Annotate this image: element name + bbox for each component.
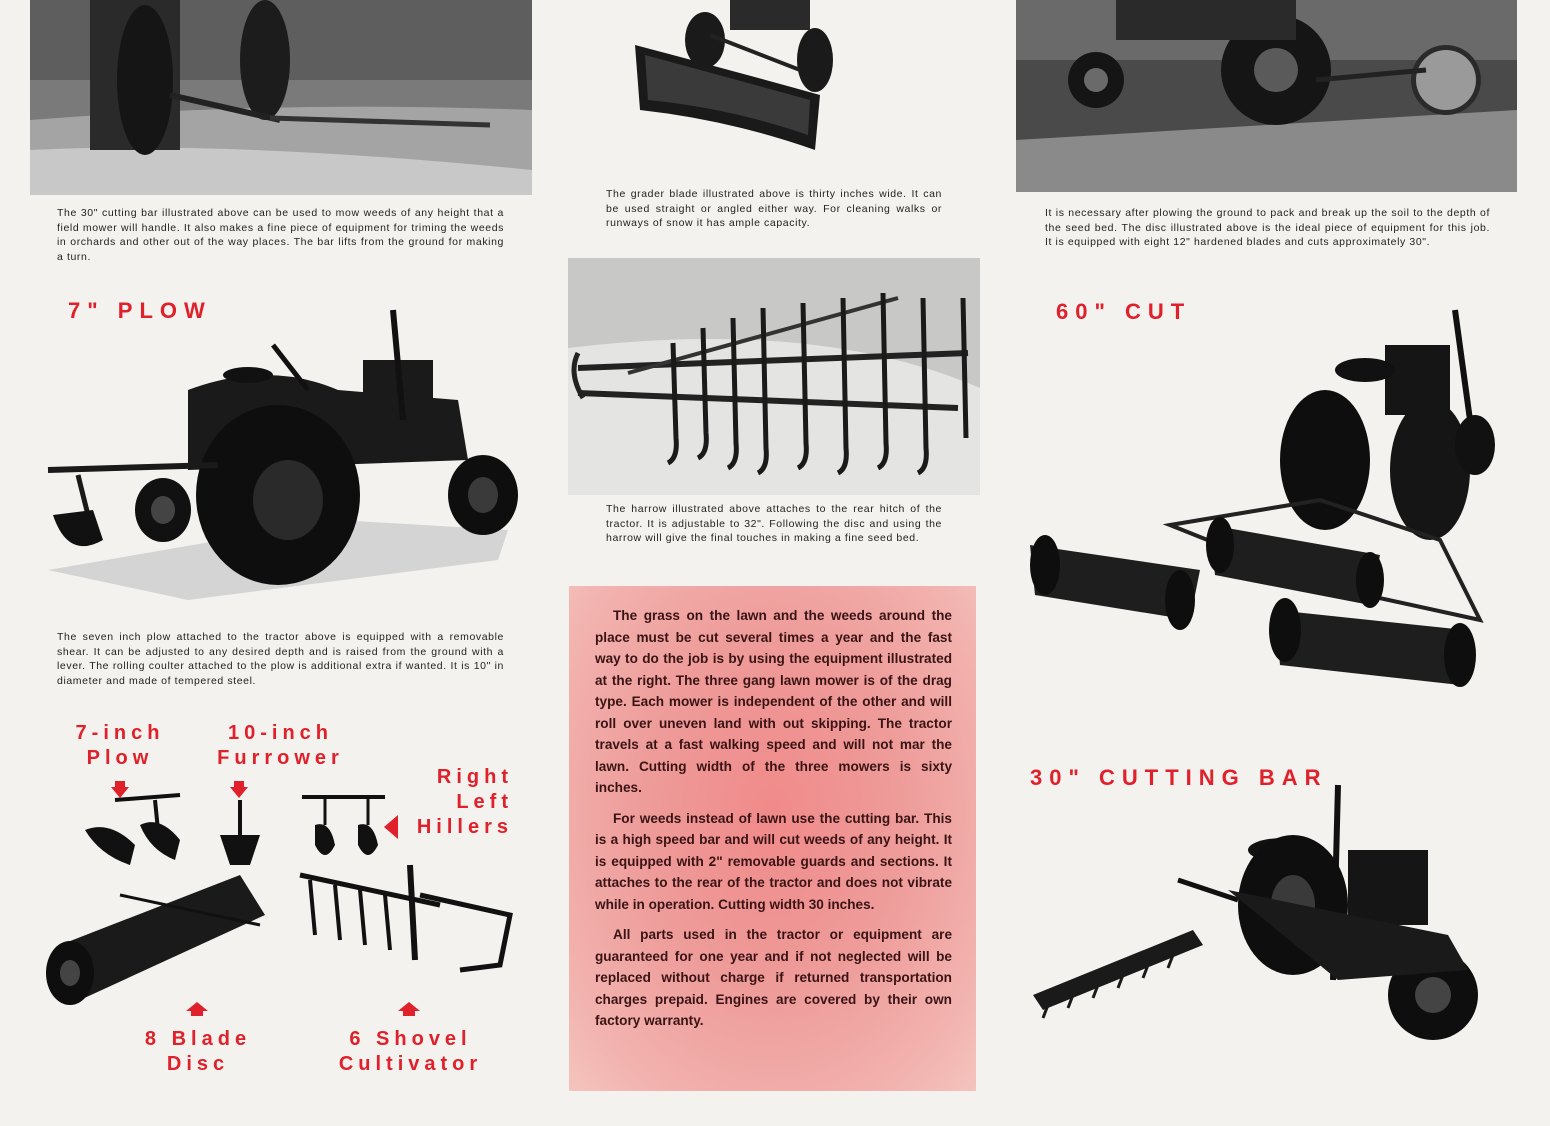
plow-label-line2: Plow xyxy=(86,747,154,769)
body-paragraph-1: The grass on the lawn and the weeds around the place must be cut several times a year and the fast way to do the job is by using the equipment illustrated at the right. The three gang lawn mower is of the drag type. Each mower is independent of the other and will roll over uneven land with out skipping. The tractor travels at a fast walking speed and will not mar the lawn. Cutting width of the three mowers is sixty inches. xyxy=(595,608,952,795)
body-text xyxy=(595,605,952,1041)
disc-label-line2: Disc xyxy=(166,1053,230,1075)
cutting-bar-field-photo xyxy=(30,0,532,195)
body-paragraph-2: For weeds instead of lawn use the cutting bar. This is a high speed bar and will cut weeds of any height. It is equipped with 2" removable guards and sections. It attaches to the rear of the tractor and does not vibrate while in operation. Cutting width 30 inches. xyxy=(595,810,952,912)
disc-label-line1: 8 Blade xyxy=(144,1028,252,1050)
plow-heading: 7" PLOW xyxy=(68,298,212,323)
implements-photo xyxy=(40,785,520,1015)
grader-blade-photo xyxy=(630,0,880,155)
hillers-label-line3: Hillers xyxy=(416,816,513,838)
cutting-bar-caption: The 30" cutting bar illustrated above can be used to mow weeds of any height that a field mower will handle. It also makes a fine piece of equipment for triming the weeds in orchards and other out of the way places. The bar lifts from the ground for making a turn. xyxy=(57,207,504,263)
cultivator-arrow-icon xyxy=(398,1002,420,1011)
harrow-caption: The harrow illustrated above attaches to the rear hitch of the tractor. It is adjustable to 32". Following the disc and using the harrow will give the final touches in making a fine seed bed. xyxy=(606,503,942,545)
plow-caption: The seven inch plow attached to the tractor above is equipped with a removable shear. It can be adjusted to any desired depth and is raised from the ground with a lever. The rolling coulter attached to the plow is additional extra if wanted. It is 10" in diameter and made of tempered steel. xyxy=(57,631,504,687)
disc-caption: It is necessary after plowing the ground to pack and break up the soil to the depth of the seed bed. The disc illustrated above is the ideal piece of equipment for this job. It is equipped with eight 12" hardened blades and cuts approximately 30". xyxy=(1045,207,1490,249)
cultivator-label xyxy=(318,1027,503,1077)
furrower-label-line1: 10-inch xyxy=(227,722,334,744)
cutting-bar-heading: 30" CUTTING BAR xyxy=(1030,765,1328,790)
cultivator-label-line1: 6 Shovel xyxy=(349,1028,472,1050)
plow-label xyxy=(60,721,180,771)
furrower-label-line2: Furrower xyxy=(217,747,344,769)
tractor-cutting-bar-photo xyxy=(1028,780,1498,1050)
harrow-photo xyxy=(568,258,980,495)
hillers-label-line2: Left xyxy=(456,791,513,813)
body-paragraph-3: All parts used in the tractor or equipment are guaranteed for one year and if not neglected will be replaced without charge if returned transportation charges prepaid. Engines are covered by their own factory warranty. xyxy=(595,927,952,1028)
cut60-heading: 60" CUT xyxy=(1056,299,1192,324)
disc-label xyxy=(128,1027,268,1077)
furrower-label xyxy=(208,721,353,771)
gang-mower-photo xyxy=(1020,300,1500,695)
hillers-label-line1: Right xyxy=(436,766,513,788)
grader-blade-caption: The grader blade illustrated above is thirty inches wide. It can be used straight or angled either way. For cleaning walks or runways of snow it has ample capacity. xyxy=(606,188,942,230)
disc-arrow-icon xyxy=(186,1002,208,1011)
cultivator-label-line2: Cultivator xyxy=(338,1053,483,1075)
disc-field-photo xyxy=(1016,0,1517,192)
tractor-plow-photo xyxy=(38,300,518,600)
plow-label-line1: 7-inch xyxy=(75,722,165,744)
